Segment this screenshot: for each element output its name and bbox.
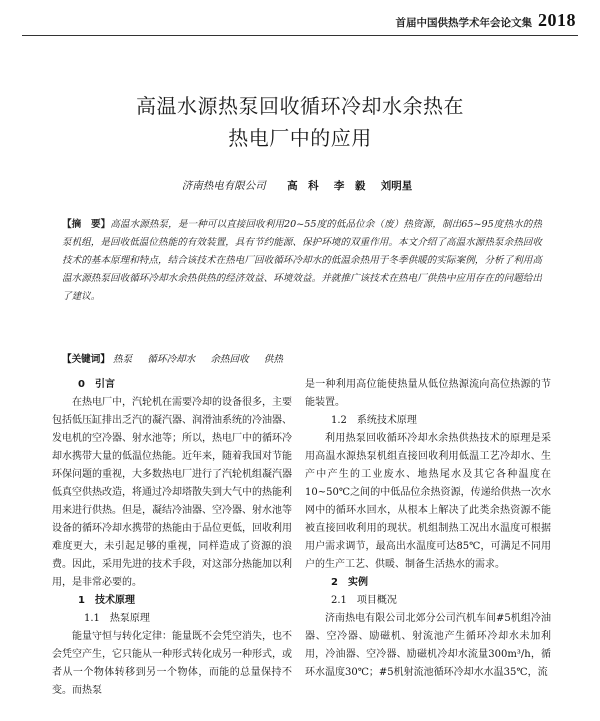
- author-name: 高 科: [287, 180, 319, 192]
- title-line-1: 高温水源热泵回收循环冷却水余热在: [136, 94, 464, 118]
- body-paragraph-continued: 是一种利用高位能使热量从低位热源流向高位热源的节能装置。: [305, 379, 551, 408]
- header-rule: [22, 35, 578, 36]
- keywords-label: 【关键词】: [62, 354, 110, 365]
- running-head: [396, 10, 577, 31]
- subsection-heading: 2.1 项目概况: [331, 595, 397, 606]
- subsection-heading: 1.1 热泵原理: [84, 613, 150, 624]
- body-paragraph: 济南热电有限公司北郊分公司汽机车间#5机组冷油器、空冷器、励磁机、射流池产生循环冷却水未加利用，冷油器、空冷器、励磁机冷却水流量300m³/h，循环水温度30℃；#5机射流池循环冷却水水温35℃，流: [305, 613, 551, 678]
- author-name: 刘明星: [380, 180, 413, 192]
- body-column-right: [305, 376, 551, 682]
- section-heading: 1 技术原理: [78, 595, 135, 606]
- conference-name: 首届中国供热学术年会论文集: [395, 17, 532, 29]
- keyword: 供热: [263, 354, 283, 365]
- abstract-text: 高温水源热泵，是一种可以直接回收利用20~55度的低品位余（废）热资源，制出65~95度热水的热泵机组，是回收低温位热能的有效装置，具有节约能源、保护环境的双重作用。本文介绍了高温水源热泵余热回收技术的基本原理和特点，结合该技术在热电厂回收循环冷却水的低温余热用于冬季供暖的实际案例，分析了利用高温水源热泵回收循环冷却水余热供热的经济效益、环境效益。并就推广该技术在热电厂供热中应用存在的问题给出了建议。: [62, 219, 542, 302]
- body-paragraph: 能量守恒与转化定律：能量既不会凭空消失，也不会凭空产生，它只能从一种形式转化成另一种形式，或者从一个物体转移到另一个物体，而能的总量保持不变。而热泵: [52, 631, 292, 696]
- author-organization: 济南热电有限公司: [181, 180, 266, 192]
- abstract-label: 【摘 要】: [62, 219, 111, 230]
- keywords: [62, 351, 542, 369]
- paper-title: [0, 90, 600, 154]
- body-column-left: [52, 376, 292, 700]
- author-line: [0, 178, 600, 193]
- subsection-heading: 1.2 系统技术原理: [331, 415, 417, 426]
- keyword: 余热回收: [210, 354, 249, 365]
- body-paragraph: 在热电厂中，汽轮机在需要冷却的设备很多，主要包括低压缸排出乏汽的凝汽器、润滑油系统的冷油器、发电机的空冷器、射水池等；所以，热电厂中的循环冷却水携带大量的低温位热能。近年来，随着我国对节能环保问题的重视，大多数热电厂进行了汽轮机组凝汽器低真空供热改造，将通过冷却塔散失到大气中的热能利用来进行供热。但是，凝结冷油器、空冷器、射水池等设备的循环冷却水携带的热能由于品位更低，回收利用难度更大，未引起足够的重视，同样造成了资源的浪费。因此，采用先进的技术手段，对这部分热能加以利用，是非常必要的。: [52, 397, 292, 588]
- abstract: [62, 216, 542, 306]
- keyword: 循环冷却水: [147, 354, 196, 365]
- keyword: 热泵: [113, 354, 133, 365]
- conference-year: 2018: [538, 10, 576, 30]
- author-name: 李 毅: [333, 180, 366, 192]
- body-paragraph: 利用热泵回收循环冷却水余热供热技术的原理是采用高温水源热泵机组直接回收利用低温工艺冷却水、生产中产生的工业废水、地热尾水及其它各种温度在10~50℃之间的中低品位余热资源，传递给供热一次水网中的循环水回水，从根本上解决了此类余热资源不能被直接回收利用的现状。机组制热工况出水温度可根据用户需求调节，最高出水温度可达85℃，可满足不同用户的生产工艺、供暖、制备生活热水的需求。: [305, 433, 551, 570]
- section-heading: 0 引言: [78, 379, 115, 390]
- section-heading: 2 实例: [331, 577, 368, 588]
- title-line-2: 热电厂中的应用: [228, 126, 372, 150]
